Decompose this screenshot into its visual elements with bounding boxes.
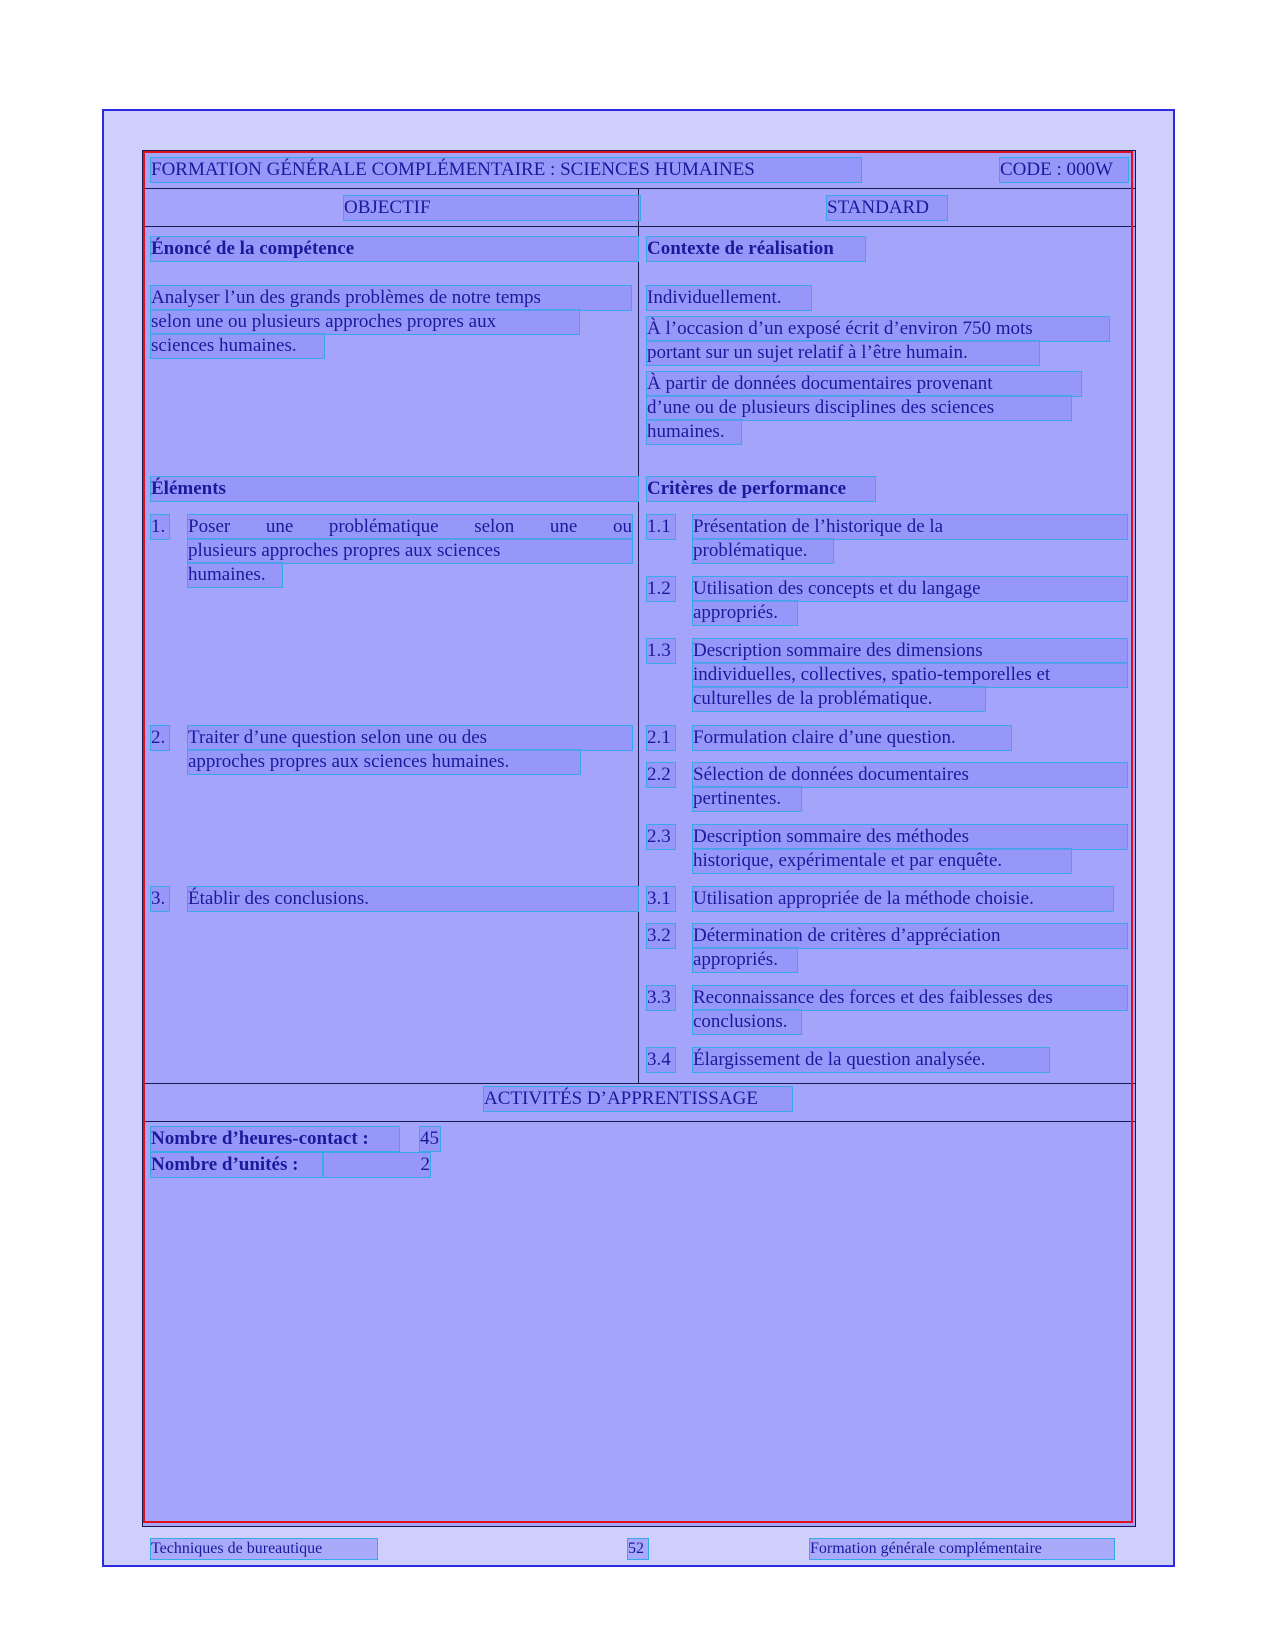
criterion-line: Détermination de critères d’appréciation bbox=[693, 924, 1127, 948]
form-title: FORMATION GÉNÉRALE COMPLÉMENTAIRE : SCIENCES HUMAINES bbox=[151, 158, 861, 182]
hours-label: Nombre d’heures-contact : bbox=[151, 1127, 399, 1151]
footer-page-number: 52 bbox=[628, 1539, 648, 1559]
units-label: Nombre d’unités : bbox=[151, 1153, 323, 1177]
context-line: À partir de données documentaires provenant bbox=[647, 372, 1081, 396]
context-line: Individuellement. bbox=[647, 286, 811, 310]
criterion-number: 1.1 bbox=[647, 515, 675, 539]
column-divider bbox=[638, 188, 639, 1083]
competence-line: sciences humaines. bbox=[151, 334, 324, 358]
column-header-standard: STANDARD bbox=[827, 196, 947, 220]
context-line: À l’occasion d’un exposé écrit d’environ 750 mots bbox=[647, 317, 1109, 341]
criterion-number: 2.1 bbox=[647, 726, 675, 750]
column-header-objectif: OBJECTIF bbox=[344, 196, 640, 220]
footer-program: Techniques de bureautique bbox=[151, 1539, 377, 1559]
criteria-heading: Critères de performance bbox=[647, 477, 875, 501]
elements-heading: Éléments bbox=[151, 477, 638, 501]
hours-value: 45 bbox=[420, 1128, 439, 1149]
context-line: humaines. bbox=[647, 420, 741, 444]
criterion-line: culturelles de la problématique. bbox=[693, 687, 985, 711]
units-value: 2 bbox=[323, 1153, 430, 1177]
context-line: d’une ou de plusieurs disciplines des sciences bbox=[647, 396, 1071, 420]
element-line: Établir des conclusions. bbox=[188, 887, 638, 911]
criterion-line: Formulation claire d’une question. bbox=[693, 726, 1011, 750]
criterion-line: conclusions. bbox=[693, 1010, 801, 1034]
criterion-line: appropriés. bbox=[693, 948, 797, 972]
criterion-line: Sélection de données documentaires bbox=[693, 763, 1127, 787]
divider-activities-bottom bbox=[143, 1121, 1135, 1122]
criterion-number: 3.3 bbox=[647, 986, 675, 1010]
course-code: CODE : 000W bbox=[1000, 158, 1128, 182]
criterion-number: 3.1 bbox=[647, 887, 675, 911]
criterion-line: Description sommaire des dimensions bbox=[693, 639, 1127, 663]
divider-activities-top bbox=[143, 1083, 1135, 1084]
criterion-line: Présentation de l’historique de la bbox=[693, 515, 1127, 539]
criterion-line: Élargissement de la question analysée. bbox=[693, 1048, 1049, 1072]
competence-line: selon une ou plusieurs approches propres aux bbox=[151, 310, 579, 334]
criterion-line: Utilisation des concepts et du langage bbox=[693, 577, 1127, 601]
element-number: 1. bbox=[151, 515, 169, 539]
criterion-line: Reconnaissance des forces et des faiblesses des bbox=[693, 986, 1127, 1010]
element-number: 3. bbox=[151, 887, 169, 911]
competence-heading: Énoncé de la compétence bbox=[151, 237, 638, 261]
criterion-number: 3.2 bbox=[647, 924, 675, 948]
element-line: Traiter d’une question selon une ou des bbox=[188, 726, 632, 750]
context-line: portant sur un sujet relatif à l’être humain. bbox=[647, 341, 1039, 365]
criterion-number: 2.2 bbox=[647, 763, 675, 787]
footer-section: Formation générale complémentaire bbox=[810, 1539, 1114, 1559]
activities-heading: ACTIVITÉS D’APPRENTISSAGE bbox=[484, 1087, 792, 1111]
criterion-line: historique, expérimentale et par enquête. bbox=[693, 849, 1071, 873]
criterion-number: 2.3 bbox=[647, 825, 675, 849]
element-line: Poser une problématique selon une ou bbox=[188, 516, 632, 537]
divider-columns bbox=[143, 226, 1135, 227]
criterion-number: 3.4 bbox=[647, 1048, 675, 1072]
element-line: approches propres aux sciences humaines. bbox=[188, 750, 580, 774]
competence-line: Analyser l’un des grands problèmes de notre temps bbox=[151, 286, 631, 310]
criterion-number: 1.2 bbox=[647, 577, 675, 601]
criterion-line: pertinentes. bbox=[693, 787, 801, 811]
context-heading: Contexte de réalisation bbox=[647, 237, 865, 261]
criterion-line: problématique. bbox=[693, 539, 833, 563]
criterion-line: Description sommaire des méthodes bbox=[693, 825, 1127, 849]
element-line: plusieurs approches propres aux sciences bbox=[188, 539, 632, 563]
element-number: 2. bbox=[151, 726, 169, 750]
criterion-number: 1.3 bbox=[647, 639, 675, 663]
element-line: humaines. bbox=[188, 563, 282, 587]
divider-header bbox=[143, 188, 1135, 189]
criterion-line: Utilisation appropriée de la méthode choisie. bbox=[693, 887, 1113, 911]
criterion-line: individuelles, collectives, spatio-temporelles et bbox=[693, 663, 1127, 687]
criterion-line: appropriés. bbox=[693, 601, 797, 625]
